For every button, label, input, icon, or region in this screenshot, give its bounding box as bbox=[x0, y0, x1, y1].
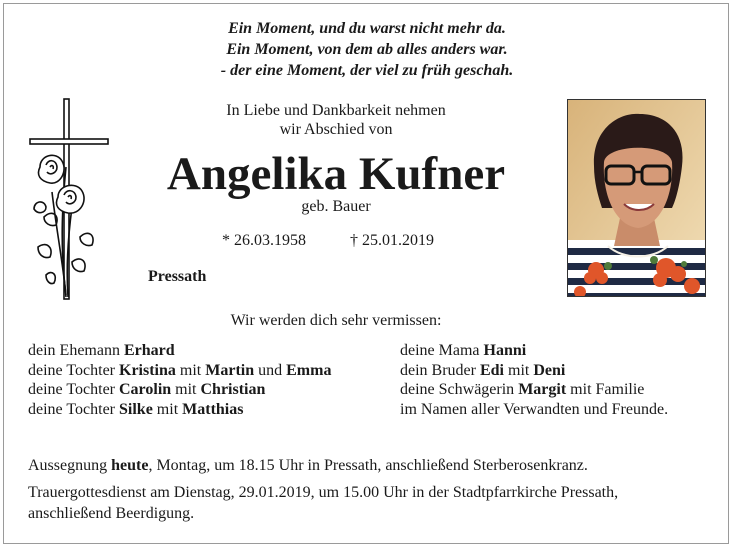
relation-text: dein Ehemann bbox=[28, 342, 124, 359]
service-line: Trauergottesdienst am Dienstag, 29.01.2019, um 15.00 Uhr in der Stadtpfarrkirche Pressath, bbox=[28, 484, 619, 501]
mourner-name: Matthias bbox=[182, 400, 244, 418]
blessing-day: heute bbox=[111, 457, 149, 474]
poem-line: - der eine Moment, der viel zu früh geschah. bbox=[220, 62, 514, 79]
miss-you-heading: Wir werden dich sehr vermissen: bbox=[230, 312, 442, 329]
poem-line: Ein Moment, von dem ab alles anders war. bbox=[226, 41, 508, 58]
relation-text: deine Tochter bbox=[28, 361, 119, 379]
mourner-line bbox=[28, 361, 331, 381]
mourner-line bbox=[28, 380, 331, 400]
mourner-line bbox=[28, 341, 331, 361]
connector-text: mit bbox=[175, 361, 206, 379]
poem bbox=[0, 18, 734, 81]
blessing-text: Aussegnung bbox=[28, 457, 112, 474]
burial-line: anschließend Beerdigung. bbox=[28, 505, 195, 522]
mourner-line bbox=[28, 400, 331, 420]
connector-text: mit bbox=[171, 381, 201, 398]
mourner-name: Deni bbox=[533, 361, 566, 379]
deceased-name: Angelika Kufner bbox=[166, 148, 506, 200]
mourner-name: Hanni bbox=[483, 342, 527, 359]
mourner-name: Emma bbox=[286, 361, 332, 379]
intro-text bbox=[180, 101, 492, 139]
relation-text: deine Mama bbox=[400, 342, 484, 359]
birth-date: * 26.03.1958 bbox=[222, 232, 306, 249]
mourner-name: Carolin bbox=[119, 381, 172, 398]
mourner-name: Martin bbox=[205, 361, 255, 379]
poem-line: Ein Moment, und du warst nicht mehr da. bbox=[228, 20, 506, 37]
connector-text: mit Familie bbox=[566, 381, 645, 398]
mourners-right-list bbox=[400, 341, 668, 419]
mourner-line bbox=[400, 361, 668, 381]
connector-text: mit bbox=[504, 361, 534, 379]
death-date: † 25.01.2019 bbox=[350, 232, 434, 249]
funeral-details bbox=[28, 455, 718, 524]
mourners-left-list bbox=[28, 341, 331, 419]
intro-line: In Liebe und Dankbarkeit nehmen bbox=[226, 102, 446, 119]
mourner-line bbox=[400, 341, 668, 361]
relation-text: deine Schwägerin bbox=[400, 381, 519, 398]
mourner-name: Erhard bbox=[123, 342, 175, 359]
intro-line: wir Abschied von bbox=[279, 121, 393, 138]
mourner-name: Silke bbox=[119, 400, 153, 418]
relation-text: im Namen aller Verwandten und Freunde. bbox=[400, 400, 669, 418]
blessing-line bbox=[28, 455, 718, 476]
portrait-illustration bbox=[568, 100, 706, 297]
mourner-line bbox=[400, 380, 668, 400]
mourner-name: Edi bbox=[479, 361, 504, 379]
connector-text: mit bbox=[152, 400, 183, 418]
relation-text: dein Bruder bbox=[400, 361, 480, 379]
portrait-photo bbox=[567, 99, 706, 297]
relation-text: deine Tochter bbox=[28, 381, 119, 398]
connector-text: und bbox=[254, 361, 287, 379]
blessing-details: , Montag, um 18.15 Uhr in Pressath, anschließend Sterberosenkranz. bbox=[148, 457, 588, 474]
cross-with-roses-icon bbox=[22, 97, 114, 305]
mourner-name: Margit bbox=[518, 381, 567, 398]
mourner-name: Christian bbox=[200, 381, 266, 398]
place-of-residence: Pressath bbox=[148, 268, 207, 285]
mourner-name: Kristina bbox=[119, 361, 176, 379]
relation-text: deine Tochter bbox=[28, 400, 119, 418]
maiden-name: geb. Bauer bbox=[301, 198, 371, 215]
mourner-line bbox=[400, 400, 668, 420]
